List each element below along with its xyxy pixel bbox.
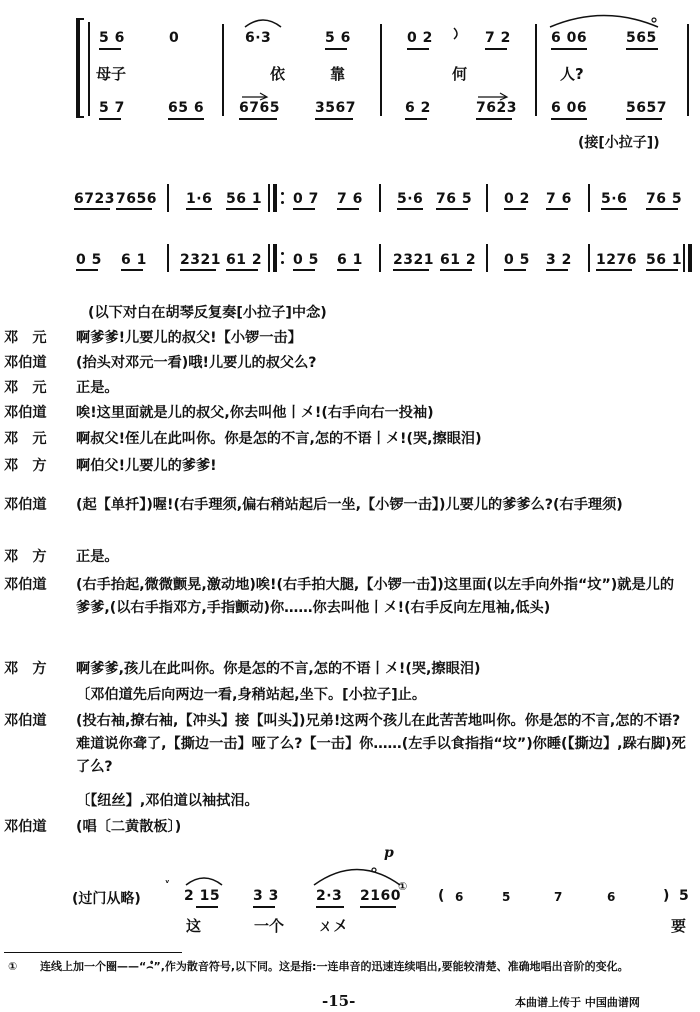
note-underline (393, 269, 429, 271)
barline (535, 24, 537, 116)
stage-direction: (以下对白在胡琴反复奏[小拉子]中念) (88, 305, 327, 321)
note-underline (99, 118, 121, 120)
note-underline (626, 48, 658, 50)
note-group: 7 6 (337, 191, 363, 207)
note-underline (551, 118, 587, 120)
speaker-name: 邓伯道 (4, 497, 47, 513)
note-underline (293, 269, 315, 271)
speaker-name: 邓伯道 (4, 819, 47, 835)
note-group: 0 2 (504, 191, 530, 207)
barline (486, 244, 488, 272)
note-group: 5 (502, 890, 511, 904)
arrow-mark (240, 92, 270, 100)
dynamic-marking: p (384, 845, 394, 861)
note-underline (293, 208, 315, 210)
note-underline (485, 48, 507, 50)
page-number: -15- (322, 992, 356, 1010)
note-underline (325, 48, 347, 50)
lyric: 靠 (330, 65, 346, 83)
speaker-name: 邓 元 (4, 330, 47, 346)
note-group: 5 6 (99, 30, 125, 46)
note-underline (646, 208, 678, 210)
prelude-omitted-note: (过门从略) (72, 891, 141, 907)
note-underline (316, 906, 344, 908)
note-underline (407, 48, 429, 50)
speech-line: 啊爹爹!儿要儿的叔父!【小锣一击】 (76, 330, 302, 346)
note-group: 6 06 (551, 100, 588, 116)
note-underline (186, 208, 212, 210)
note-group: 3 3 (253, 888, 279, 904)
note-group: 5·6 (601, 191, 628, 207)
speech-line: 正是。 (76, 380, 119, 396)
speech-line: 啊伯父!儿要儿的爹爹! (76, 458, 217, 474)
barline (222, 24, 224, 116)
note-underline (440, 269, 472, 271)
note-group: 6765 (239, 100, 280, 116)
barline (588, 184, 590, 212)
note-group: 0 7 (293, 191, 319, 207)
barline (167, 184, 169, 212)
note-underline (337, 269, 359, 271)
slur-arc (312, 860, 402, 886)
note-group: 3567 (315, 100, 356, 116)
note-group: 6 1 (121, 252, 147, 268)
repeat-dot (281, 261, 284, 264)
note-underline (196, 906, 218, 908)
note-group: 565 (626, 30, 657, 46)
final-barline (683, 244, 685, 272)
speaker-name: 邓伯道 (4, 405, 47, 421)
repeat-barline (268, 244, 270, 272)
note-underline (253, 906, 275, 908)
note-group: 3 2 (546, 252, 572, 268)
note-group: 1276 (596, 252, 637, 268)
repeat-dot (281, 192, 284, 195)
speech-line: (右手抬起,微微颤晃,激动地)唉!(右手拍大腿,【小锣一击】)这里面(以左手向外指“坟”)就是儿的爹爹,(以右手指邓方,手指颤动)你……你去叫他丨㐅!(右手反向左甩袖,低头) (76, 577, 675, 616)
note-underline (168, 118, 204, 120)
stage-direction: 〔【纽丝】,邓伯道以袖拭泪。 (76, 793, 259, 809)
speech-line: 唉!这里面就是儿的叔父,你去叫他丨㐅!(右手向右一投袖) (76, 405, 434, 421)
repeat-barline-thick (273, 184, 277, 212)
note-underline (74, 208, 110, 210)
slur-arc (243, 14, 283, 28)
note-underline (76, 269, 98, 271)
barline (167, 244, 169, 272)
barline (687, 24, 689, 116)
note-group: 6 2 (405, 100, 431, 116)
speaker-name: 邓伯道 (4, 713, 47, 729)
stage-direction: 〔邓伯道先后向两边一看,身稍站起,坐下。[小拉子]止。 (76, 687, 427, 703)
barline (379, 244, 381, 272)
barline (379, 184, 381, 212)
note-group: 5·6 (397, 191, 424, 207)
watermark-text: 本曲谱上传于 中国曲谱网 (515, 996, 640, 1009)
note-group: 6723 (74, 191, 115, 207)
bracket-top-hook (76, 18, 84, 20)
note-group: 7 2 (485, 30, 511, 46)
note-underline (626, 118, 662, 120)
section-mark: ᵛ (165, 879, 170, 889)
note-group: 76 5 (436, 191, 473, 207)
speaker-name: 邓伯道 (4, 355, 47, 371)
note-group: 56 1 (226, 191, 263, 207)
arrow-mark (476, 92, 510, 100)
note-group: 7 6 (546, 191, 572, 207)
note-group: 0 5 (504, 252, 530, 268)
note-group: 2321 (393, 252, 434, 268)
note-underline (116, 208, 152, 210)
note-underline (360, 906, 396, 908)
note-group: 0 2 (407, 30, 433, 46)
speech-line: 正是。 (76, 549, 119, 565)
note-underline (226, 208, 258, 210)
lyric: 母子 (96, 65, 127, 83)
note-group: 0 5 (293, 252, 319, 268)
speech-line: (起【单扦】)喔!(右手理须,偏右稍站起后一坐,【小锣一击】)儿要儿的爹爹么?(右手理须) (76, 497, 623, 513)
note-group: 0 5 (76, 252, 102, 268)
note-group: ) (663, 888, 670, 904)
barline (380, 24, 382, 116)
lyric: 一个 (254, 917, 285, 935)
note-group: 5 7 (99, 100, 125, 116)
note-group: 76 5 (646, 191, 683, 207)
note-group: 2 15 (184, 888, 221, 904)
speech-line: (抬头对邓元一看)哦!儿要儿的叔父么? (76, 355, 317, 371)
system-start-barline (88, 22, 90, 116)
footnote-mark: ① (8, 960, 18, 973)
note-underline (99, 48, 121, 50)
lyric: ㄨ㐅 (318, 917, 349, 935)
barline (486, 184, 488, 212)
note-group: 56 1 (646, 252, 683, 268)
slur-arc (548, 8, 660, 28)
note-underline (436, 208, 468, 210)
speech-line: 啊叔父!侄儿在此叫你。你是怎的不言,怎的不语丨㐅!(哭,擦眼泪) (76, 431, 482, 447)
speech-line: 啊爹爹,孩儿在此叫你。你是怎的不言,怎的不语丨㐅!(哭,擦眼泪) (76, 661, 481, 677)
note-group: 6 (607, 890, 616, 904)
speaker-name: 邓 方 (4, 549, 47, 565)
speaker-name: 邓 元 (4, 380, 47, 396)
note-group: 6 (455, 890, 464, 904)
note-underline (646, 269, 678, 271)
speaker-name: 邓 方 (4, 458, 47, 474)
note-underline (337, 208, 359, 210)
speaker-name: 邓伯道 (4, 577, 47, 593)
note-underline (601, 208, 627, 210)
repeat-dot (281, 252, 284, 255)
note-underline (504, 208, 526, 210)
note-group: 5 (679, 888, 690, 904)
final-barline-thick (688, 244, 692, 272)
system-bracket (76, 18, 80, 118)
note-underline (546, 269, 568, 271)
note-group: 5657 (626, 100, 667, 116)
note-underline (315, 118, 353, 120)
note-group: 6 06 (551, 30, 588, 46)
lyric: 依 (270, 65, 286, 83)
lyric: 何 (452, 65, 468, 83)
breath-mark (452, 26, 462, 40)
note-group: 2160 (360, 888, 401, 904)
note-group: 2·3 (316, 888, 343, 904)
accompaniment-cue: (接[小拉子]) (578, 135, 660, 151)
note-group: 61 2 (226, 252, 263, 268)
note-group: 1·6 (186, 191, 213, 207)
watermark (515, 994, 640, 1010)
speaker-name: 邓 方 (4, 661, 47, 677)
note-group: 7623 (476, 100, 517, 116)
note-group: 6·3 (245, 30, 272, 46)
speech-line: (投右袖,撩右袖,【冲头】接【叫头】)兄弟!这两个孩儿在此苦苦地叫你。你是怎的不言,怎的不语?难道说你聋了,【撕边一击】哑了么?【一击】你……(左手以食指指“坟”)你睡(【撕边】,跺右脚)死了么? (76, 713, 686, 775)
note-underline (546, 208, 568, 210)
footnote-rule (4, 952, 182, 953)
footnote-text: 连线上加一个圈——“⌢̊”,作为散音符号,以下同。这是指:一连串音的迅速连续唱出,要能较清楚、准确地唱出音阶的变化。 (40, 960, 629, 973)
repeat-barline-thick (273, 244, 277, 272)
footnote-marker: ① (398, 880, 408, 893)
note-underline (121, 269, 143, 271)
lyric: 要 (671, 917, 687, 935)
lyric: 人? (560, 65, 584, 83)
barline (588, 244, 590, 272)
note-group: 61 2 (440, 252, 477, 268)
note-group: ( (438, 888, 445, 904)
note-group: 65 6 (168, 100, 205, 116)
bracket-bottom-hook (76, 116, 84, 118)
note-group: 5 6 (325, 30, 351, 46)
note-group: 7 (554, 890, 563, 904)
note-underline (551, 48, 587, 50)
note-underline (476, 118, 512, 120)
repeat-dot (281, 201, 284, 204)
speech-line: (唱〔二黄散板〕) (76, 819, 182, 835)
repeat-barline (268, 184, 270, 212)
slur-arc (184, 872, 224, 886)
note-group: 2321 (180, 252, 221, 268)
note-underline (239, 118, 277, 120)
note-underline (397, 208, 423, 210)
note-underline (596, 269, 632, 271)
note-underline (180, 269, 216, 271)
note-group: 6 1 (337, 252, 363, 268)
note-group: 0 (169, 30, 180, 46)
note-underline (226, 269, 258, 271)
lyric: 这 (186, 917, 202, 935)
note-underline (405, 118, 427, 120)
speaker-name: 邓 元 (4, 431, 47, 447)
note-underline (504, 269, 526, 271)
note-group: 7656 (116, 191, 157, 207)
